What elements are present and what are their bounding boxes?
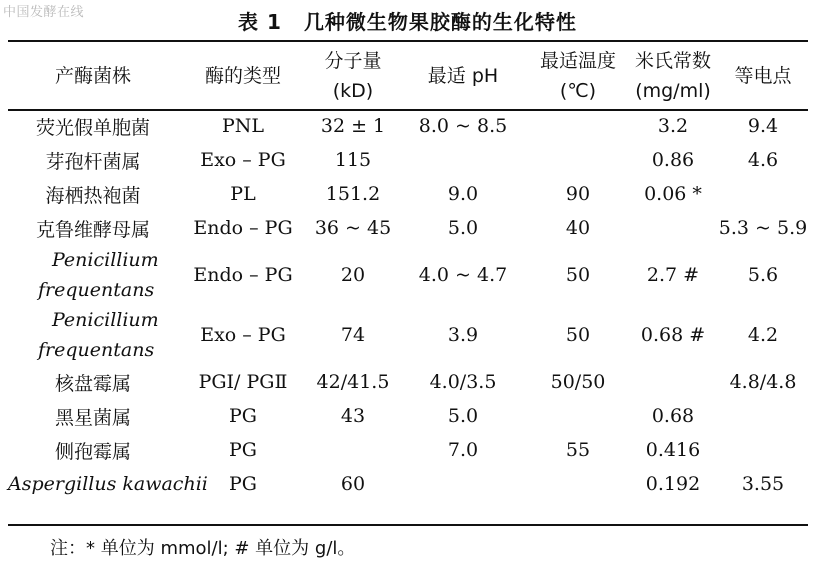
cell-strain: 荧光假单胞菌 (35, 116, 150, 139)
cell-km: 3.2 (657, 115, 689, 137)
table-row (8, 211, 808, 245)
cell-temp (528, 109, 628, 143)
cell-ph (398, 467, 528, 501)
cell-pi: 3.55 (741, 473, 785, 495)
cell-strain (8, 245, 178, 305)
cell-pi (718, 177, 808, 211)
cell-mw: 151.2 (325, 183, 381, 205)
header-km-line2: (mg/ml) (635, 79, 711, 102)
cell-pi: 4.6 (747, 149, 779, 171)
cell-ph: 4.0/3.5 (429, 371, 497, 393)
cell-ph: 9.0 (447, 183, 479, 205)
header-row (8, 42, 808, 109)
table-row (8, 399, 808, 433)
cell-mw: 42/41.5 (316, 371, 390, 393)
table-row (8, 305, 808, 365)
cell-type: PG (229, 439, 257, 461)
cell-mw: 43 (340, 405, 366, 427)
cell-pi: 5.6 (747, 264, 779, 286)
cell-type: Exo – PG (200, 324, 286, 346)
cell-km (628, 211, 718, 245)
strain-genus: Penicillium (52, 249, 159, 271)
table-footnote: 注：* 单位为 mmol/l; # 单位为 g/l。 (50, 538, 356, 559)
cell-mw: 60 (340, 473, 366, 495)
cell-km: 0.06 * (644, 183, 702, 205)
header-molecular-weight (308, 42, 398, 109)
cell-type: PG (229, 405, 257, 427)
cell-type: PL (230, 183, 256, 205)
cell-ph: 3.9 (447, 324, 479, 346)
header-temp-line2: (℃) (559, 79, 597, 102)
cell-type: PNL (221, 115, 265, 137)
cell-type: Exo – PG (200, 149, 286, 171)
cell-strain: 克鲁维酵母属 (35, 218, 150, 241)
cell-temp: 90 (565, 183, 591, 205)
cell-km (628, 365, 718, 399)
cell-temp (528, 467, 628, 501)
table-number: 表 1 (238, 10, 282, 34)
cell-km: 0.68 # (640, 324, 706, 346)
cell-km: 0.192 (645, 473, 701, 495)
header-optimum-temp (528, 42, 628, 109)
cell-mw: 74 (340, 324, 366, 346)
cell-type: PGⅠ/ PGⅡ (198, 371, 288, 393)
cell-km: 0.86 (651, 149, 695, 171)
cell-strain: Aspergillus kawachii (8, 473, 208, 495)
cell-type: Endo – PG (193, 217, 293, 239)
cell-ph: 7.0 (447, 439, 479, 461)
cell-temp: 40 (565, 217, 591, 239)
cell-temp: 50 (565, 324, 591, 346)
cell-mw: 32 ± 1 (320, 115, 386, 137)
cell-ph (398, 143, 528, 177)
cell-ph: 4.0 ~ 4.7 (418, 264, 508, 286)
header-enzyme-type: 酶的类型 (204, 64, 281, 87)
cell-mw: 36 ~ 45 (314, 217, 392, 239)
strain-species: frequentans (38, 279, 155, 301)
header-optimum-ph: 最适 pH (427, 64, 499, 87)
cell-strain: 海栖热袍菌 (45, 184, 141, 207)
cell-temp: 50 (565, 264, 591, 286)
cell-km: 0.416 (645, 439, 701, 461)
watermark-text: 中国发酵在线 (3, 5, 85, 20)
cell-km: 2.7 # (646, 264, 700, 286)
table-title: 几种微生物果胶酶的生化特性 (303, 10, 577, 34)
table-row (8, 109, 808, 143)
cell-mw (308, 433, 398, 467)
cell-pi (718, 399, 808, 433)
cell-pi (718, 433, 808, 467)
cell-strain: 芽孢杆菌属 (45, 150, 141, 173)
cell-pi: 9.4 (747, 115, 779, 137)
table-caption (0, 6, 815, 35)
header-km (628, 42, 718, 109)
header-pi: 等电点 (734, 64, 792, 87)
table-row (8, 245, 808, 305)
cell-ph: 8.0 ~ 8.5 (418, 115, 508, 137)
table-row (8, 177, 808, 211)
cell-type: Endo – PG (193, 264, 293, 286)
strain-genus: Penicillium (52, 309, 159, 331)
cell-temp (528, 143, 628, 177)
cell-strain (8, 305, 178, 365)
cell-type: PG (229, 473, 257, 495)
cell-pi: 5.3 ~ 5.9 (718, 217, 808, 239)
header-mw-line2: (kD) (332, 79, 374, 102)
cell-pi: 4.8/4.8 (729, 371, 797, 393)
header-temp-line1: 最适温度 (539, 49, 616, 72)
cell-mw: 20 (340, 264, 366, 286)
cell-ph: 5.0 (447, 217, 479, 239)
cell-km: 0.68 (651, 405, 695, 427)
cell-mw: 115 (334, 149, 372, 171)
bottom-rule (8, 524, 808, 526)
cell-temp: 55 (565, 439, 591, 461)
cell-temp (528, 399, 628, 433)
strain-species: frequentans (38, 339, 155, 361)
table-row (8, 467, 808, 501)
cell-pi: 4.2 (747, 324, 779, 346)
cell-strain: 侧孢霉属 (54, 440, 131, 463)
table-row (8, 433, 808, 467)
header-mw-line1: 分子量 (324, 49, 382, 72)
data-table (8, 42, 808, 501)
cell-temp: 50/50 (550, 371, 606, 393)
table-row (8, 143, 808, 177)
header-strain: 产酶菌株 (54, 64, 131, 87)
cell-strain: 核盘霉属 (54, 372, 131, 395)
cell-ph: 5.0 (447, 405, 479, 427)
cell-strain: 黑星菌属 (54, 406, 131, 429)
header-km-line1: 米氏常数 (634, 49, 711, 72)
table-row (8, 365, 808, 399)
